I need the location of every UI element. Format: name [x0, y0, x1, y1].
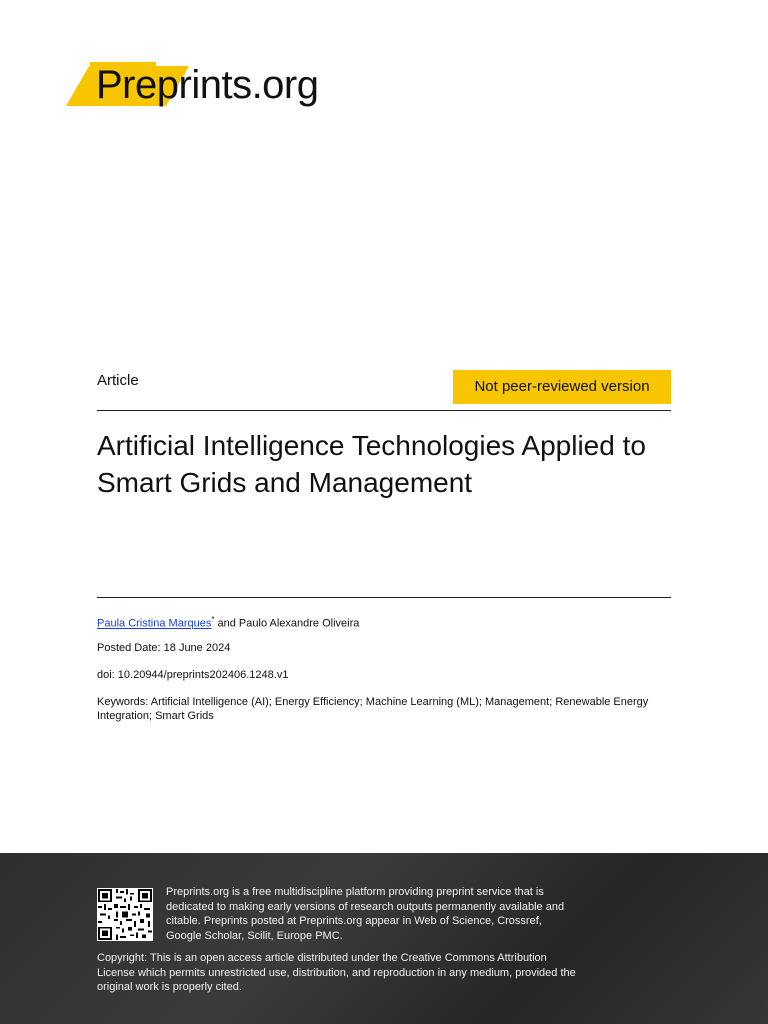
footer-copyright-text: Copyright: This is an open access article distributed under the Creative Commons Attribution License which permits unrestricted use, distribution, and reproduction in any medium, provided the original work is properly cited. — [97, 952, 576, 993]
logo-suffix: prints.org — [156, 63, 319, 107]
bottom-divider — [97, 597, 671, 598]
logo-prefix: Pre — [96, 63, 157, 107]
author-link-paula[interactable]: Paula Cristina Marques — [97, 617, 212, 630]
coauthor-text: and Paulo Alexandre Oliveira — [214, 617, 360, 630]
article-type-label: Article — [97, 372, 139, 389]
paper-title: Artificial Intelligence Technologies Applied to Smart Grids and Management — [97, 430, 646, 498]
top-divider — [97, 410, 671, 411]
corresponding-author-marker: * — [211, 615, 215, 624]
posted-date: Posted Date: 18 June 2024 — [97, 642, 231, 654]
footer-about-text: Preprints.org is a free multidiscipline platform providing preprint service that is dedicated to making early versions of research outputs permanently available and citable. Preprints posted at Preprints.org appear in Web of Science, Crossref, Google Scholar, Scilit, Europe PMC. — [166, 886, 565, 942]
doi: doi: 10.20944/preprints202406.1248.v1 — [97, 669, 289, 681]
peer-review-badge: Not peer-reviewed version — [453, 370, 671, 404]
preprints-logo[interactable] — [66, 60, 366, 110]
logo-text — [96, 60, 319, 110]
author-line — [97, 613, 359, 631]
keywords: Keywords: Artificial Intelligence (AI); Energy Efficiency; Machine Learning (ML); Management; Renewable Energy Integration; Smart Grids — [97, 696, 649, 722]
qr-code-icon[interactable] — [97, 888, 153, 941]
